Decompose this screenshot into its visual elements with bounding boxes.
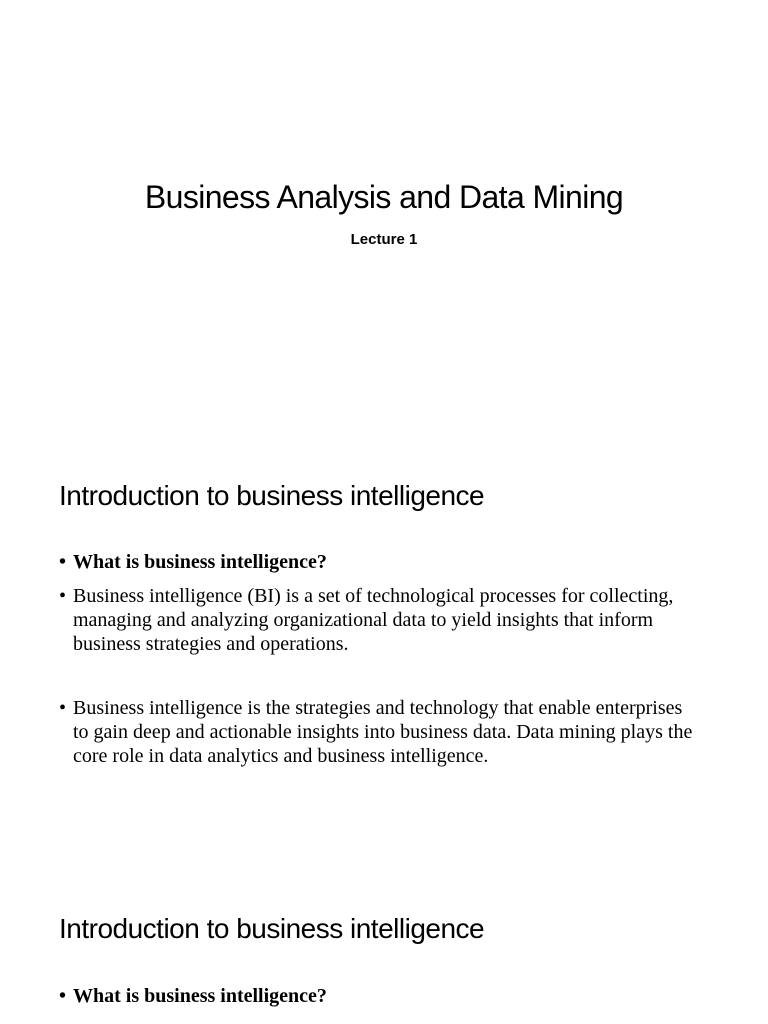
bullet-point-icon: • <box>59 697 67 719</box>
bullet-point-icon: • <box>59 551 67 573</box>
bullet-text: What is business intelligence? <box>73 551 327 573</box>
slide-heading: Introduction to business intelligence <box>59 480 485 511</box>
bullet-text: What is business intelligence? <box>73 985 327 1007</box>
presentation-title: Business Analysis and Data Mining <box>144 179 624 215</box>
bullet-list <box>59 984 699 1008</box>
bullet-text: Business intelligence is the strategies and technology that enable enterprises to gain deep and actionable insights into business data. Data mining plays the core role in data analytics and business intelligence. <box>73 697 693 767</box>
bullet-point-icon: • <box>59 985 67 1007</box>
slide-heading: Introduction to business intelligence <box>59 913 485 944</box>
bullet-item-question <box>59 984 699 1008</box>
lecture-subtitle: Lecture 1 <box>350 231 418 248</box>
bullet-point-icon: • <box>59 585 67 607</box>
bullet-text: Business intelligence (BI) is a set of technological processes for collecting, managing and analyzing organizational data to yield insights that inform business strategies and operations. <box>73 585 674 655</box>
